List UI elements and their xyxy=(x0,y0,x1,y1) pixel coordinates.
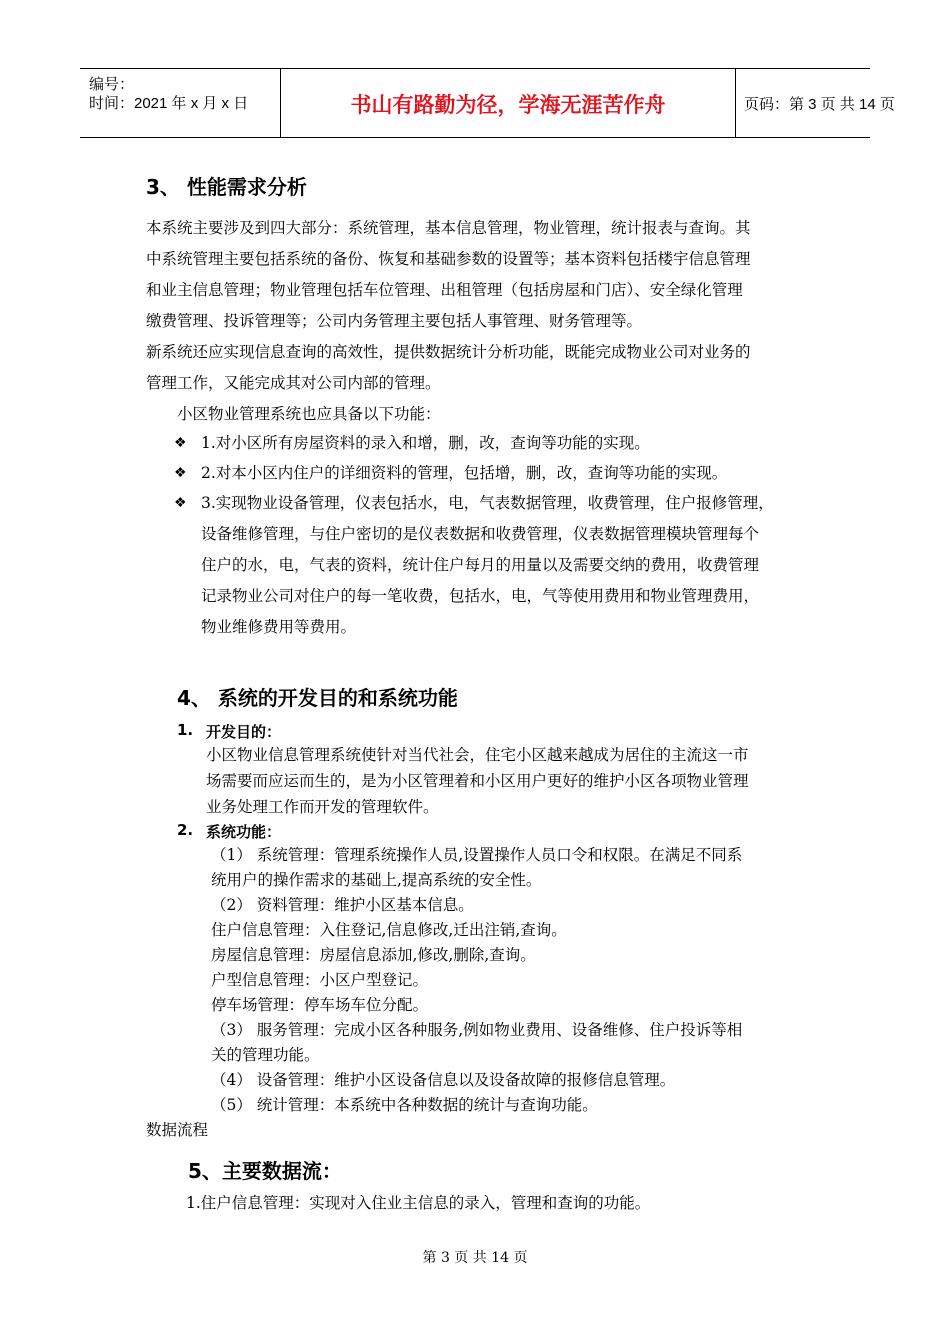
section-3-para2-line: 管理工作，又能完成其对公司内部的管理。 xyxy=(146,374,441,392)
page-footer: 第 3 页 共 14 页 xyxy=(422,1250,528,1266)
bullet-item-line: 住户的水，电，气表的资料，统计住户每月的用量以及需要交纳的费用，收费管理 xyxy=(201,556,760,574)
section-3-para1-line: 缴费管理、投诉管理等；公司内务管理主要包括人事管理、财务管理等。 xyxy=(146,312,643,330)
doc-number-label: 编号： xyxy=(89,76,135,93)
section-4-sub2-line: 户型信息管理：小区户型登记。 xyxy=(211,971,429,989)
header-page-cell xyxy=(735,69,895,137)
page-header xyxy=(80,68,895,138)
diamond-bullet-icon: ❖ xyxy=(174,465,187,481)
section-4-sub2-line: 统用户的操作需求的基础上,提高系统的安全性。 xyxy=(211,871,542,889)
section-3-para2-line: 新系统还应实现信息查询的高效性，提供数据统计分析功能，既能完成物业公司对业务的 xyxy=(146,343,751,361)
section-4-sub2-line: （5） 统计管理：本系统中各种数据的统计与查询功能。 xyxy=(211,1096,598,1114)
bullet-item-line: 物业维修费用等费用。 xyxy=(201,618,357,636)
section-4-sub2-line: 关的管理功能。 xyxy=(211,1046,320,1064)
diamond-bullet-icon: ❖ xyxy=(174,495,187,511)
header-left-cell xyxy=(80,69,280,137)
section-4-sub1-line: 小区物业信息管理系统使针对当代社会，住宅小区越来越成为居住的主流这一市 xyxy=(206,746,749,764)
diamond-bullet-icon: ❖ xyxy=(174,435,187,451)
doc-date-label: 时间：2021 年 x 月 x 日 xyxy=(89,95,249,112)
section-4-sub2-line: （4） 设备管理：维护小区设备信息以及设备故障的报修信息管理。 xyxy=(211,1071,676,1089)
section-4-sub1-title: 开发目的： xyxy=(206,723,282,741)
section-4-sub2-line: （2） 资料管理：维护小区基本信息。 xyxy=(211,896,474,914)
section-4-sub2-line: （1） 系统管理：管理系统操作人员,设置操作人员口令和权限。在满足不同系 xyxy=(211,846,743,864)
header-page-label: 页码：第 3 页 共 14 页 xyxy=(744,96,895,113)
bullet-item: 1.对小区所有房屋资料的录入和增，删，改，查询等功能的实现。 xyxy=(201,434,650,452)
section-4-sub1-line: 业务处理工作而开发的管理软件。 xyxy=(206,798,439,816)
section-4-sub2-line: 停车场管理：停车场车位分配。 xyxy=(211,996,429,1014)
section-5-line: 1.住户信息管理：实现对入住业主信息的录入，管理和查询的功能。 xyxy=(186,1194,651,1212)
header-motto: 书山有路勤为径，学海无涯苦作舟 xyxy=(350,93,666,117)
section-4-sub1-number: 1. xyxy=(177,721,194,739)
section-3-para1-line: 中系统管理主要包括系统的备份、恢复和基础参数的设置等；基本资料包括楼宇信息管理 xyxy=(146,250,751,268)
section-4-heading: 4、 系统的开发目的和系统功能 xyxy=(177,686,458,710)
bullet-item-line: 3.实现物业设备管理，仪表包括水，电，气表数据管理，收费管理，住户报修管理， xyxy=(201,494,774,512)
section-4-sub2-number: 2. xyxy=(177,821,194,839)
header-motto-cell xyxy=(280,69,736,137)
section-3-heading: 3、 性能需求分析 xyxy=(146,175,307,199)
section-4-sub2-line: （3） 服务管理：完成小区各种服务,例如物业费用、设备维修、住户投诉等相 xyxy=(211,1021,743,1039)
bullet-item-line: 记录物业公司对住户的每一笔收费，包括水，电，气等使用费用和物业管理费用， xyxy=(201,587,760,605)
section-4-sub2-line: 房屋信息管理：房屋信息添加,修改,删除,查询。 xyxy=(211,946,536,964)
section-5-heading: 5、主要数据流： xyxy=(188,1159,342,1183)
data-flow-label: 数据流程 xyxy=(146,1121,209,1139)
bullet-item-line: 设备维修管理，与住户密切的是仪表数据和收费管理，仪表数据管理模块管理每个 xyxy=(201,525,760,543)
section-4-sub2-line: 住户信息管理：入住登记,信息修改,迁出注销,查询。 xyxy=(211,921,567,939)
section-4-sub1-line: 场需要而应运而生的，是为小区管理着和小区用户更好的维护小区各项物业管理 xyxy=(206,772,749,790)
section-4-sub2-title: 系统功能： xyxy=(206,823,282,841)
bullet-item: 2.对本小区内住户的详细资料的管理，包括增，删，改，查询等功能的实现。 xyxy=(201,464,728,482)
section-3-intro: 小区物业管理系统也应具备以下功能： xyxy=(177,405,441,423)
section-3-para1-line: 本系统主要涉及到四大部分：系统管理，基本信息管理，物业管理，统计报表与查询。其 xyxy=(146,219,751,237)
section-3-para1-line: 和业主信息管理；物业管理包括车位管理、出租管理（包括房屋和门店）、安全绿化管理 xyxy=(146,281,743,299)
